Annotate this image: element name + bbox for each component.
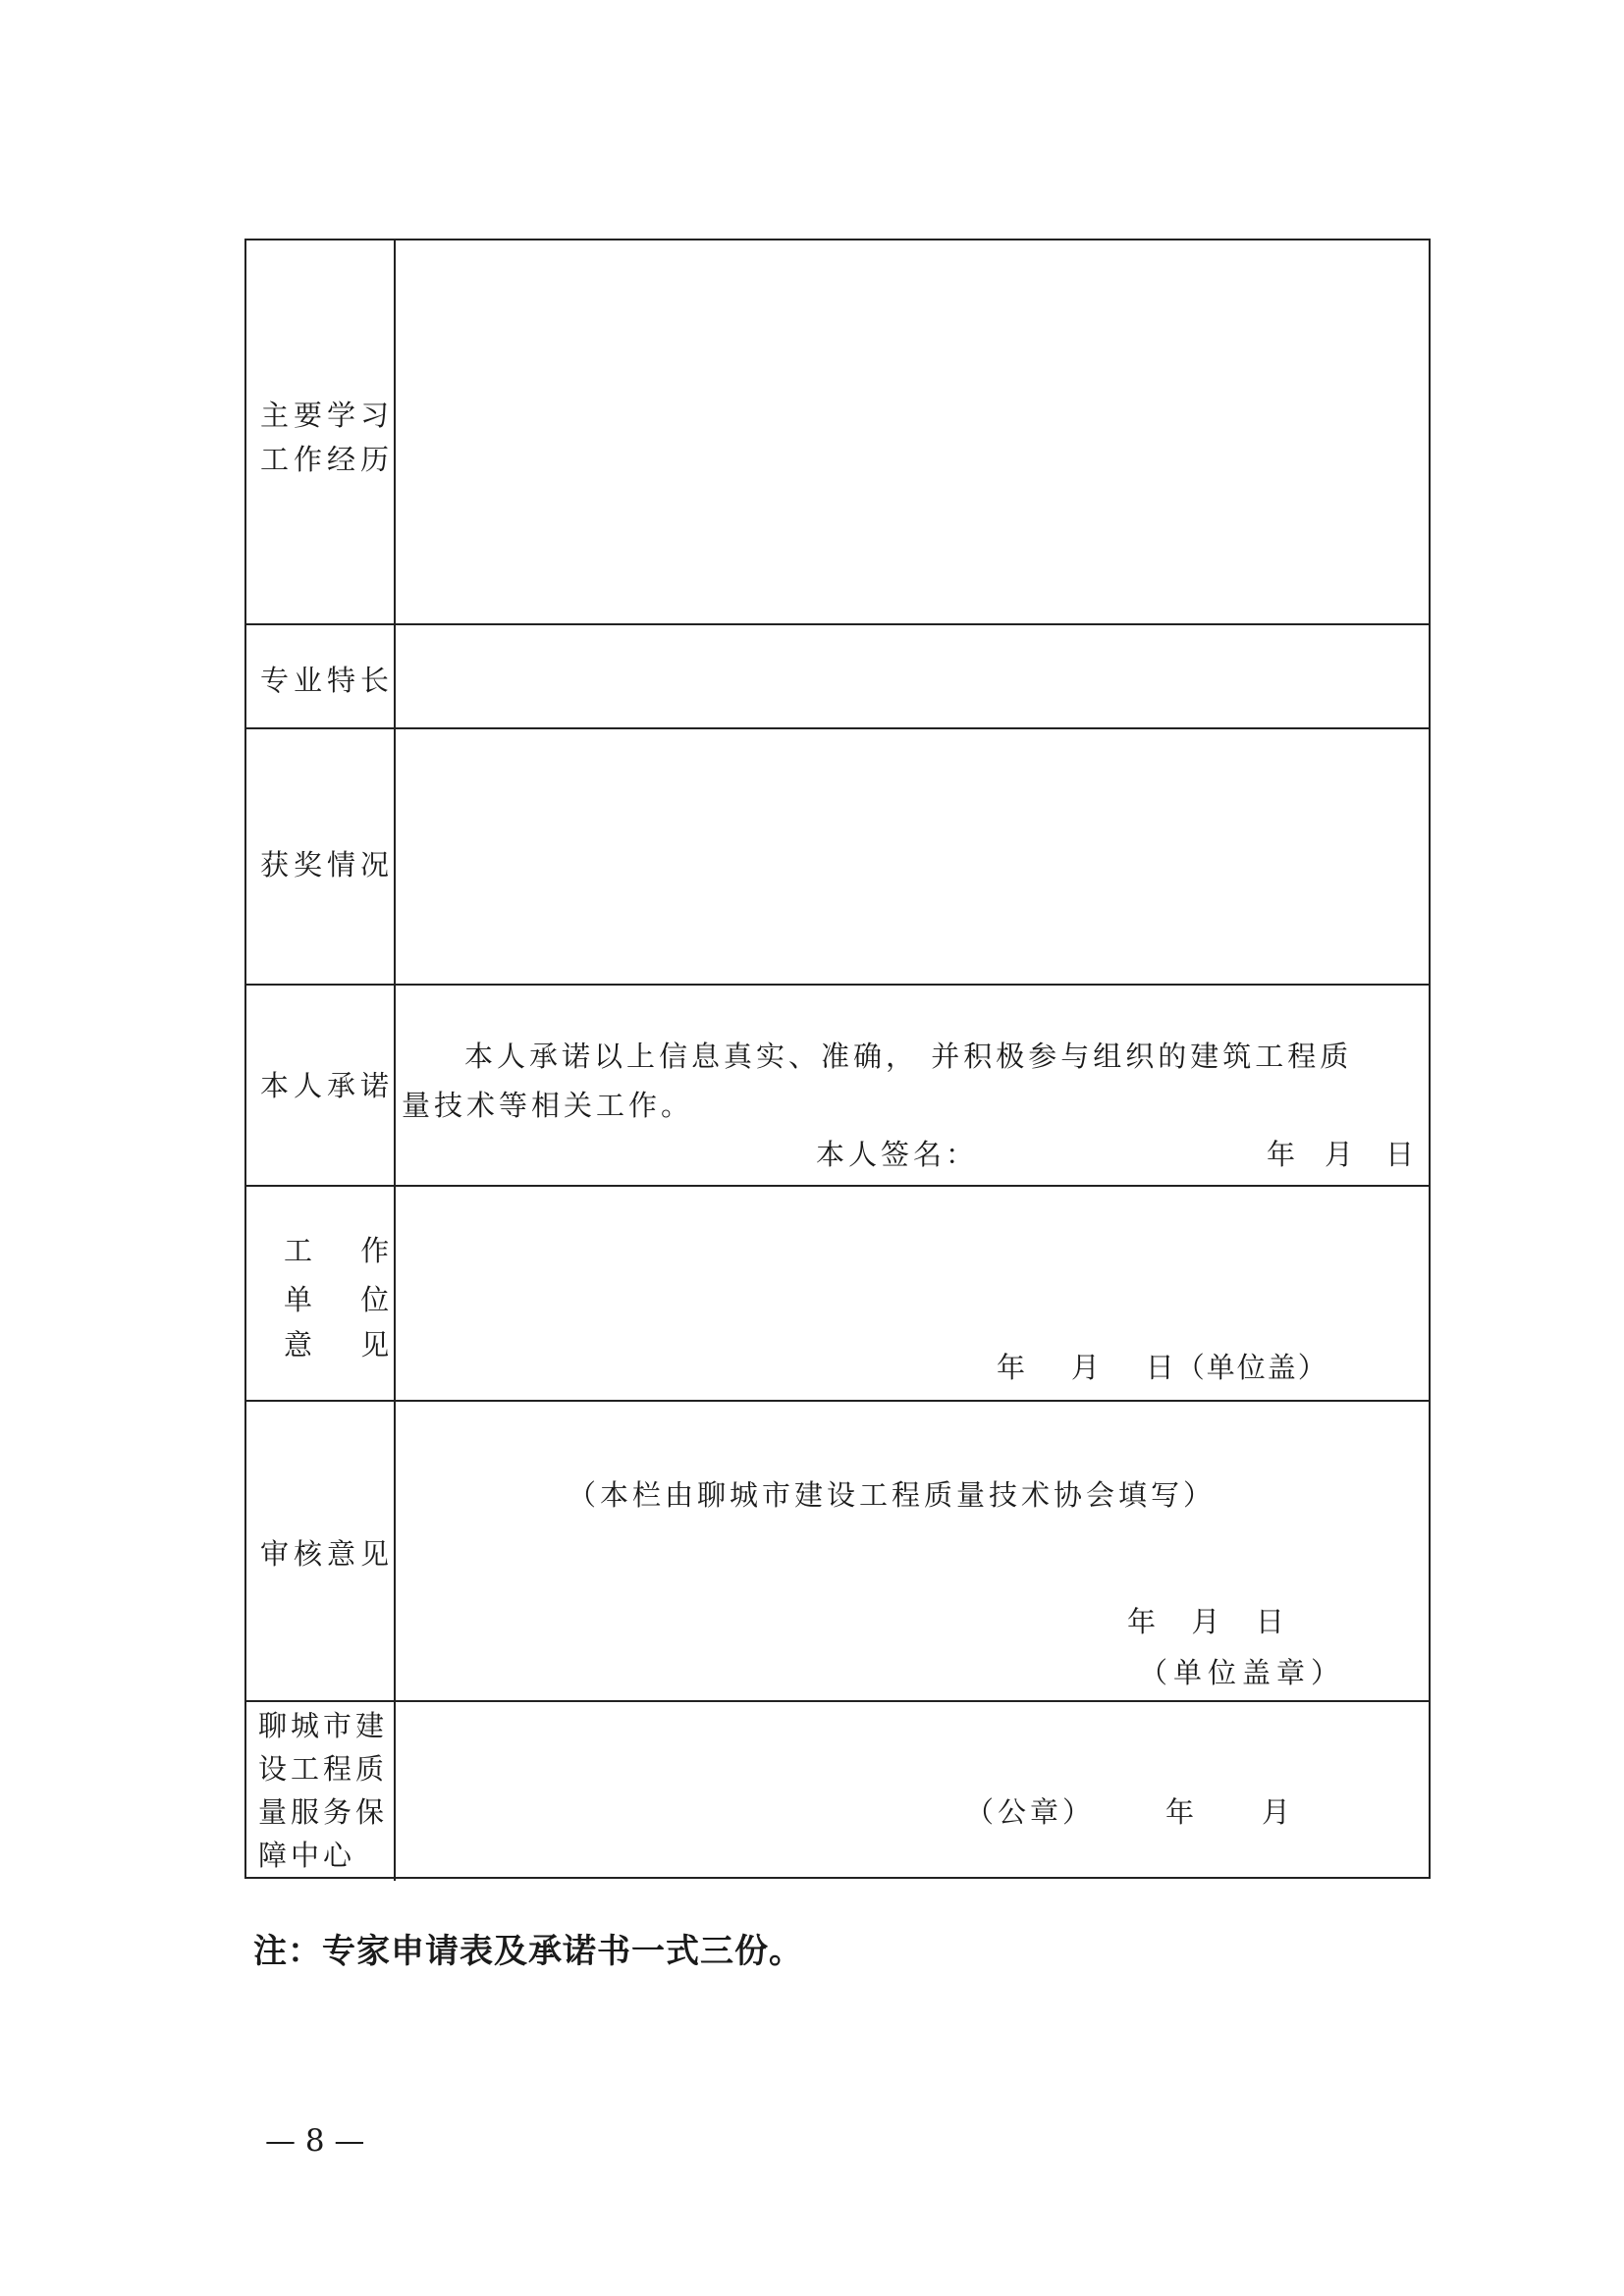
label-specialty: 专业特长 xyxy=(260,664,395,697)
pledge-content xyxy=(396,986,1429,1185)
work-unit-date: 年 月 日（单位盖） xyxy=(997,1351,1328,1384)
label-cell-work-unit xyxy=(246,1187,409,1400)
label-review: 审核意见 xyxy=(260,1537,395,1571)
label-study-work-line2: 工作经历 xyxy=(260,443,395,476)
row-study-work-history xyxy=(246,240,1429,625)
label-pledge: 本人承诺 xyxy=(260,1069,395,1102)
label-study-work-line1: 主要学习 xyxy=(260,399,395,432)
center-opinion-field[interactable] xyxy=(396,1702,1429,1881)
label-center-line3: 量服务保 xyxy=(258,1795,389,1829)
specialty-field[interactable] xyxy=(396,625,1429,727)
row-work-unit-opinion xyxy=(246,1187,1429,1402)
study-work-history-field[interactable] xyxy=(396,240,1429,623)
signature-field[interactable] xyxy=(965,1135,1260,1174)
review-seal: （单位盖章） xyxy=(1139,1656,1346,1689)
review-date: 年 月 日 xyxy=(1127,1605,1290,1638)
work-unit-opinion-field[interactable] xyxy=(396,1187,1429,1400)
label-cell-study-work xyxy=(246,240,396,623)
signature-label: 本人签名： xyxy=(816,1138,979,1171)
pledge-text-line1: 本人承诺以上信息真实、准确， 并积极参与组织的建筑工程质 xyxy=(464,1040,1353,1073)
row-pledge xyxy=(246,986,1429,1187)
row-specialty xyxy=(246,625,1429,729)
label-work-unit-line2: 单 位 xyxy=(284,1283,409,1316)
label-awards: 获奖情况 xyxy=(260,848,395,881)
label-work-unit-line1: 工 作 xyxy=(284,1234,409,1267)
label-cell-specialty xyxy=(246,625,396,727)
row-awards xyxy=(246,729,1429,986)
row-review-opinion xyxy=(246,1402,1429,1702)
pledge-date-day: 日 xyxy=(1385,1138,1415,1171)
footer-note: 注：专家申请表及承诺书一式三份。 xyxy=(253,1932,803,1971)
pledge-date-year: 年 xyxy=(1267,1138,1296,1171)
label-center-line2: 设工程质 xyxy=(258,1752,389,1786)
pledge-date-month: 月 xyxy=(1325,1138,1354,1171)
center-year: 年 xyxy=(1165,1795,1195,1829)
label-cell-awards xyxy=(246,729,396,984)
row-quality-service-center xyxy=(246,1702,1429,1881)
label-center-line1: 聊城市建 xyxy=(258,1709,389,1742)
label-cell-pledge xyxy=(246,986,396,1185)
review-note: （本栏由聊城市建设工程质量技术协会填写） xyxy=(568,1478,1217,1512)
review-opinion-content xyxy=(396,1402,1429,1700)
label-cell-center xyxy=(246,1702,396,1881)
pledge-text-line2: 量技术等相关工作。 xyxy=(402,1089,694,1122)
label-center-line4: 障中心 xyxy=(258,1839,356,1872)
label-cell-review xyxy=(246,1402,396,1700)
center-month: 月 xyxy=(1262,1795,1291,1829)
application-form-table xyxy=(244,239,1431,1879)
center-seal: （公章） xyxy=(965,1795,1096,1829)
page-number: — 8 — xyxy=(265,2123,365,2159)
label-work-unit-line3: 意 见 xyxy=(284,1328,409,1362)
awards-field[interactable] xyxy=(396,729,1429,984)
